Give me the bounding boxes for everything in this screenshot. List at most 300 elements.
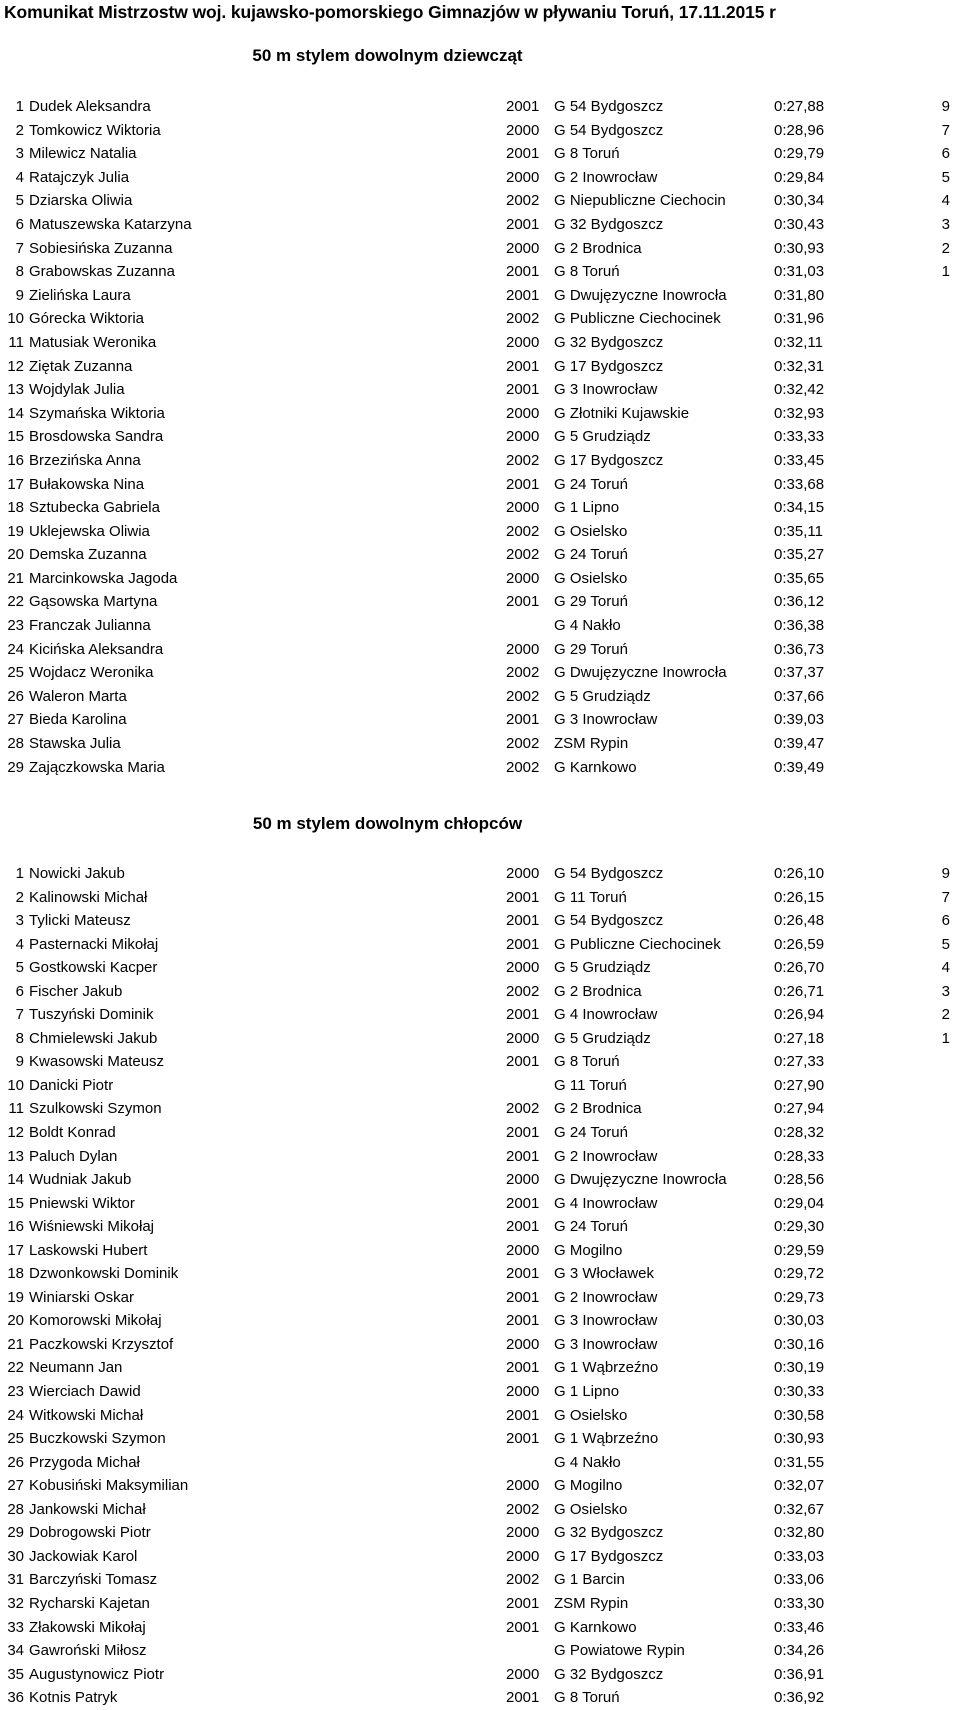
table-row — [0, 1239, 960, 1263]
time-cell: 0:39,47 — [774, 735, 825, 753]
school-cell: G Osielsko — [554, 1500, 628, 1518]
time-cell: 0:31,80 — [774, 286, 825, 304]
points-cell: 3 — [941, 982, 950, 1000]
points-cell: 5 — [941, 168, 950, 186]
time-cell: 0:26,15 — [774, 888, 825, 906]
name-cell: Gawroński Miłosz — [29, 1642, 147, 1660]
place-cell: 17 — [7, 1241, 24, 1259]
school-cell: G 29 Toruń — [554, 593, 628, 611]
year-cell: 2001 — [506, 263, 540, 281]
time-cell: 0:30,43 — [774, 215, 825, 233]
points-cell: 4 — [941, 192, 950, 210]
school-cell: G 1 Barcin — [554, 1571, 625, 1589]
name-cell: Bułakowska Nina — [29, 475, 145, 493]
name-cell: Pasternacki Mikołaj — [29, 935, 159, 953]
time-cell: 0:32,67 — [774, 1500, 825, 1518]
table-row — [0, 756, 960, 780]
table-row — [0, 355, 960, 379]
table-row — [0, 567, 960, 591]
table-row — [0, 1286, 960, 1310]
place-cell: 18 — [7, 1265, 24, 1283]
place-cell: 24 — [7, 640, 24, 658]
place-cell: 25 — [7, 664, 24, 682]
place-cell: 23 — [7, 617, 24, 635]
name-cell: Kicińska Aleksandra — [29, 640, 164, 658]
name-cell: Milewicz Natalia — [29, 145, 137, 163]
school-cell: G 17 Bydgoszcz — [554, 1547, 664, 1565]
place-cell: 10 — [7, 310, 24, 328]
year-cell: 2000 — [506, 1335, 540, 1353]
school-cell: G Osielsko — [554, 1406, 628, 1424]
name-cell: Marcinkowska Jagoda — [29, 569, 178, 587]
table-row — [0, 95, 960, 119]
points-cell: 1 — [941, 1029, 950, 1047]
school-cell: G 3 Inowrocław — [554, 711, 658, 729]
table-row — [0, 590, 960, 614]
table-row — [0, 862, 960, 886]
table-row — [0, 614, 960, 638]
name-cell: Brzezińska Anna — [29, 451, 141, 469]
table-row — [0, 1404, 960, 1428]
school-cell: G Mogilno — [554, 1241, 623, 1259]
table-row — [0, 1003, 960, 1027]
time-cell: 0:29,79 — [774, 145, 825, 163]
school-cell: G 4 Nakło — [554, 1453, 621, 1471]
time-cell: 0:27,88 — [774, 98, 825, 115]
name-cell: Buczkowski Szymon — [29, 1430, 166, 1448]
name-cell: Laskowski Hubert — [29, 1241, 148, 1259]
name-cell: Demska Zuzanna — [29, 546, 147, 564]
place-cell: 20 — [7, 546, 24, 564]
place-cell: 4 — [15, 168, 24, 186]
table-row — [0, 496, 960, 520]
name-cell: Tylicki Mateusz — [29, 912, 131, 930]
year-cell: 2001 — [506, 935, 540, 953]
place-cell: 16 — [7, 451, 24, 469]
points-cell: 9 — [941, 98, 950, 115]
name-cell: Bieda Karolina — [29, 711, 127, 729]
place-cell: 27 — [7, 711, 24, 729]
time-cell: 0:34,15 — [774, 499, 825, 517]
time-cell: 0:37,66 — [774, 687, 825, 705]
time-cell: 0:30,93 — [774, 239, 825, 257]
time-cell: 0:26,48 — [774, 912, 825, 930]
place-cell: 36 — [7, 1689, 24, 1707]
name-cell: Dziarska Oliwia — [29, 192, 133, 210]
table-row — [0, 331, 960, 355]
table-row — [0, 1333, 960, 1357]
year-cell: 2002 — [506, 982, 540, 1000]
table-row — [0, 1545, 960, 1569]
points-cell: 7 — [941, 121, 950, 139]
school-cell: G 2 Brodnica — [554, 982, 642, 1000]
points-cell: 3 — [941, 215, 950, 233]
table-row — [0, 1592, 960, 1616]
results-table-girls — [0, 95, 960, 779]
time-cell: 0:29,73 — [774, 1288, 825, 1306]
school-cell: G 2 Brodnica — [554, 1100, 642, 1118]
table-row — [0, 661, 960, 685]
school-cell: G 54 Bydgoszcz — [554, 98, 664, 115]
name-cell: Wojdacz Weronika — [29, 664, 154, 682]
table-row — [0, 449, 960, 473]
school-cell: G 1 Wąbrzeźno — [554, 1430, 659, 1448]
time-cell: 0:36,91 — [774, 1665, 825, 1683]
table-row — [0, 1050, 960, 1074]
place-cell: 35 — [7, 1665, 24, 1683]
time-cell: 0:32,07 — [774, 1477, 825, 1495]
time-cell: 0:30,16 — [774, 1335, 825, 1353]
year-cell: 2000 — [506, 1383, 540, 1401]
name-cell: Chmielewski Jakub — [29, 1029, 158, 1047]
time-cell: 0:26,59 — [774, 935, 825, 953]
year-cell: 2001 — [506, 1265, 540, 1283]
name-cell: Barczyński Tomasz — [29, 1571, 158, 1589]
school-cell: G Karnkowo — [554, 758, 637, 776]
school-cell: G 4 Nakło — [554, 617, 621, 635]
time-cell: 0:33,30 — [774, 1594, 825, 1612]
year-cell: 2000 — [506, 121, 540, 139]
place-cell: 11 — [8, 1100, 24, 1118]
table-row — [0, 1663, 960, 1687]
time-cell: 0:29,30 — [774, 1218, 825, 1236]
school-cell: G 54 Bydgoszcz — [554, 121, 664, 139]
time-cell: 0:35,27 — [774, 546, 825, 564]
place-cell: 26 — [7, 687, 24, 705]
name-cell: Przygoda Michał — [29, 1453, 140, 1471]
school-cell: G 17 Bydgoszcz — [554, 357, 664, 375]
table-row — [0, 166, 960, 190]
place-cell: 15 — [7, 428, 24, 446]
place-cell: 28 — [7, 735, 24, 753]
place-cell: 30 — [7, 1547, 24, 1565]
time-cell: 0:33,33 — [774, 428, 825, 446]
table-row — [0, 402, 960, 426]
name-cell: Paluch Dylan — [29, 1147, 118, 1165]
points-cell: 2 — [941, 239, 950, 257]
table-row — [0, 1451, 960, 1475]
name-cell: Kalinowski Michał — [29, 888, 148, 906]
place-cell: 22 — [7, 1359, 24, 1377]
school-cell: G 3 Inowrocław — [554, 1312, 658, 1330]
school-cell: G 3 Inowrocław — [554, 381, 658, 399]
year-cell: 2002 — [506, 451, 540, 469]
name-cell: Dudek Aleksandra — [29, 98, 151, 115]
year-cell: 2001 — [506, 1218, 540, 1236]
school-cell: G 17 Bydgoszcz — [554, 451, 664, 469]
table-row — [0, 886, 960, 910]
year-cell: 2002 — [506, 687, 540, 705]
place-cell: 28 — [7, 1500, 24, 1518]
year-cell: 2000 — [506, 959, 540, 977]
year-cell: 2001 — [506, 1006, 540, 1024]
school-cell: G 5 Grudziądz — [554, 959, 651, 977]
name-cell: Kwasowski Mateusz — [29, 1053, 165, 1071]
table-row — [0, 119, 960, 143]
time-cell: 0:26,70 — [774, 959, 825, 977]
points-cell: 7 — [941, 888, 950, 906]
school-cell: G 5 Grudziądz — [554, 687, 651, 705]
year-cell: 2000 — [506, 1171, 540, 1189]
name-cell: Augustynowicz Piotr — [29, 1665, 165, 1683]
year-cell: 2001 — [506, 381, 540, 399]
place-cell: 9 — [15, 286, 24, 304]
year-cell: 2001 — [506, 593, 540, 611]
year-cell: 2001 — [506, 711, 540, 729]
year-cell: 2002 — [506, 735, 540, 753]
school-cell: G 4 Inowrocław — [554, 1006, 658, 1024]
name-cell: Brosdowska Sandra — [29, 428, 164, 446]
table-row — [0, 1262, 960, 1286]
table-row — [0, 933, 960, 957]
school-cell: G 2 Inowrocław — [554, 168, 658, 186]
points-cell: 1 — [941, 263, 950, 281]
table-row — [0, 1145, 960, 1169]
place-cell: 16 — [7, 1218, 24, 1236]
points-cell: 5 — [941, 935, 950, 953]
time-cell: 0:30,93 — [774, 1430, 825, 1448]
time-cell: 0:30,33 — [774, 1383, 825, 1401]
place-cell: 25 — [7, 1430, 24, 1448]
name-cell: Komorowski Mikołaj — [29, 1312, 162, 1330]
time-cell: 0:32,11 — [774, 333, 823, 351]
name-cell: Kotnis Patryk — [29, 1689, 118, 1707]
name-cell: Nowicki Jakub — [29, 865, 125, 882]
table-row — [0, 260, 960, 284]
time-cell: 0:33,68 — [774, 475, 825, 493]
school-cell: G 54 Bydgoszcz — [554, 912, 664, 930]
name-cell: Tuszyński Dominik — [29, 1006, 154, 1024]
school-cell: G 1 Lipno — [554, 1383, 620, 1401]
time-cell: 0:28,96 — [774, 121, 825, 139]
place-cell: 31 — [7, 1571, 24, 1589]
table-row — [0, 378, 960, 402]
year-cell: 2001 — [506, 1359, 540, 1377]
school-cell: G 32 Bydgoszcz — [554, 333, 664, 351]
table-row — [0, 1215, 960, 1239]
school-cell: G Osielsko — [554, 569, 628, 587]
name-cell: Szymańska Wiktoria — [29, 404, 165, 422]
time-cell: 0:30,19 — [774, 1359, 825, 1377]
name-cell: Gąsowska Martyna — [29, 593, 158, 611]
time-cell: 0:27,33 — [774, 1053, 825, 1071]
table-row — [0, 638, 960, 662]
school-cell: G 24 Toruń — [554, 475, 628, 493]
year-cell: 2000 — [506, 865, 540, 882]
time-cell: 0:27,94 — [774, 1100, 825, 1118]
place-cell: 12 — [7, 357, 24, 375]
school-cell: G 3 Włocławek — [554, 1265, 655, 1283]
school-cell: G Powiatowe Rypin — [554, 1642, 685, 1660]
place-cell: 18 — [7, 499, 24, 517]
name-cell: Neumann Jan — [29, 1359, 123, 1377]
school-cell: G 2 Inowrocław — [554, 1147, 658, 1165]
time-cell: 0:34,26 — [774, 1642, 825, 1660]
place-cell: 3 — [15, 912, 24, 930]
year-cell: 2001 — [506, 98, 540, 115]
time-cell: 0:35,65 — [774, 569, 825, 587]
school-cell: G 11 Toruń — [554, 1076, 627, 1094]
place-cell: 14 — [7, 1171, 24, 1189]
name-cell: Zajączkowska Maria — [29, 758, 165, 776]
year-cell: 2000 — [506, 640, 540, 658]
name-cell: Waleron Marta — [29, 687, 127, 705]
table-row — [0, 1097, 960, 1121]
year-cell: 2000 — [506, 499, 540, 517]
document-title: Komunikat Mistrzostw woj. kujawsko-pomorskiego Gimnazjów w pływaniu Toruń, 17.11.2015 r — [4, 2, 776, 22]
school-cell: G 8 Toruń — [554, 263, 620, 281]
table-row — [0, 1121, 960, 1145]
table-row — [0, 1686, 960, 1710]
school-cell: G 24 Toruń — [554, 1124, 628, 1142]
place-cell: 3 — [15, 145, 24, 163]
year-cell: 2001 — [506, 1618, 540, 1636]
place-cell: 13 — [7, 381, 24, 399]
table-row — [0, 473, 960, 497]
school-cell: G 11 Toruń — [554, 888, 627, 906]
table-row — [0, 142, 960, 166]
table-row — [0, 307, 960, 331]
name-cell: Paczkowski Krzysztof — [29, 1335, 174, 1353]
name-cell: Wudniak Jakub — [29, 1171, 132, 1189]
year-cell: 2002 — [506, 546, 540, 564]
year-cell: 2002 — [506, 758, 540, 776]
school-cell: G 32 Bydgoszcz — [554, 1665, 664, 1683]
name-cell: Rycharski Kajetan — [29, 1594, 150, 1612]
year-cell: 2000 — [506, 404, 540, 422]
time-cell: 0:29,84 — [774, 168, 825, 186]
time-cell: 0:26,10 — [774, 865, 825, 882]
year-cell: 2001 — [506, 357, 540, 375]
table-row — [0, 956, 960, 980]
time-cell: 0:32,31 — [774, 357, 825, 375]
school-cell: G 1 Lipno — [554, 499, 620, 517]
school-cell: G 54 Bydgoszcz — [554, 865, 664, 882]
school-cell: G 1 Wąbrzeźno — [554, 1359, 659, 1377]
time-cell: 0:36,73 — [774, 640, 825, 658]
year-cell: 2001 — [506, 1430, 540, 1448]
place-cell: 8 — [15, 263, 24, 281]
time-cell: 0:30,03 — [774, 1312, 825, 1330]
year-cell: 2000 — [506, 1524, 540, 1542]
name-cell: Jankowski Michał — [29, 1500, 146, 1518]
time-cell: 0:30,34 — [774, 192, 825, 210]
school-cell: G Publiczne Ciechocinek — [554, 935, 721, 953]
year-cell: 2001 — [506, 1053, 540, 1071]
name-cell: Szulkowski Szymon — [29, 1100, 162, 1118]
place-cell: 20 — [7, 1312, 24, 1330]
school-cell: G Dwujęzyczne Inowrocła — [554, 286, 727, 304]
table-row — [0, 732, 960, 756]
table-row — [0, 520, 960, 544]
name-cell: Ziętak Zuzanna — [29, 357, 133, 375]
time-cell: 0:36,12 — [774, 593, 825, 611]
place-cell: 6 — [15, 215, 24, 233]
year-cell: 2001 — [506, 286, 540, 304]
year-cell: 2001 — [506, 888, 540, 906]
place-cell: 9 — [15, 1053, 24, 1071]
table-row — [0, 1027, 960, 1051]
place-cell: 27 — [7, 1477, 24, 1495]
year-cell: 2000 — [506, 333, 540, 351]
table-row — [0, 213, 960, 237]
table-row — [0, 1356, 960, 1380]
school-cell: G 29 Toruń — [554, 640, 628, 658]
time-cell: 0:29,59 — [774, 1241, 825, 1259]
table-row — [0, 1192, 960, 1216]
school-cell: G 24 Toruń — [554, 1218, 628, 1236]
year-cell: 2001 — [506, 1594, 540, 1612]
name-cell: Tomkowicz Wiktoria — [29, 121, 161, 139]
section-title-boys: 50 m stylem dowolnym chłopców — [252, 814, 523, 833]
table-row — [0, 1168, 960, 1192]
school-cell: G Karnkowo — [554, 1618, 637, 1636]
school-cell: G Osielsko — [554, 522, 628, 540]
time-cell: 0:27,90 — [774, 1076, 825, 1094]
table-row — [0, 1639, 960, 1663]
place-cell: 34 — [7, 1642, 24, 1660]
table-row — [0, 237, 960, 261]
name-cell: Gostkowski Kacper — [29, 959, 158, 977]
name-cell: Wierciach Dawid — [29, 1383, 141, 1401]
year-cell: 2000 — [506, 1477, 540, 1495]
time-cell: 0:32,93 — [774, 404, 825, 422]
name-cell: Dzwonkowski Dominik — [29, 1265, 179, 1283]
year-cell: 2001 — [506, 1124, 540, 1142]
name-cell: Matuszewska Katarzyna — [29, 215, 192, 233]
place-cell: 17 — [7, 475, 24, 493]
table-row — [0, 708, 960, 732]
time-cell: 0:39,03 — [774, 711, 825, 729]
table-row — [0, 909, 960, 933]
name-cell: Sztubecka Gabriela — [29, 499, 160, 517]
name-cell: Fischer Jakub — [29, 982, 123, 1000]
name-cell: Górecka Wiktoria — [29, 310, 145, 328]
year-cell: 2000 — [506, 1241, 540, 1259]
name-cell: Ratajczyk Julia — [29, 168, 130, 186]
table-row — [0, 543, 960, 567]
name-cell: Sobiesińska Zuzanna — [29, 239, 173, 257]
school-cell: G 2 Brodnica — [554, 239, 642, 257]
school-cell: G 8 Toruń — [554, 1689, 620, 1707]
table-row — [0, 189, 960, 213]
place-cell: 1 — [15, 98, 24, 115]
time-cell: 0:39,49 — [774, 758, 825, 776]
year-cell: 2000 — [506, 428, 540, 446]
place-cell: 26 — [7, 1453, 24, 1471]
time-cell: 0:33,03 — [774, 1547, 825, 1565]
year-cell: 2001 — [506, 215, 540, 233]
name-cell: Boldt Konrad — [29, 1124, 116, 1142]
year-cell: 2000 — [506, 239, 540, 257]
school-cell: G 32 Bydgoszcz — [554, 215, 664, 233]
year-cell: 2001 — [506, 145, 540, 163]
time-cell: 0:29,72 — [774, 1265, 825, 1283]
year-cell: 2001 — [506, 1288, 540, 1306]
place-cell: 7 — [15, 1006, 24, 1024]
name-cell: Wojdylak Julia — [29, 381, 125, 399]
school-cell: G 5 Grudziądz — [554, 428, 651, 446]
points-cell: 6 — [941, 145, 950, 163]
place-cell: 6 — [15, 982, 24, 1000]
place-cell: 7 — [15, 239, 24, 257]
place-cell: 2 — [15, 888, 24, 906]
school-cell: G Dwujęzyczne Inowrocła — [554, 1171, 727, 1189]
place-cell: 8 — [15, 1029, 24, 1047]
points-cell: 9 — [941, 865, 950, 882]
name-cell: Kobusiński Maksymilian — [29, 1477, 189, 1495]
time-cell: 0:30,58 — [774, 1406, 825, 1424]
